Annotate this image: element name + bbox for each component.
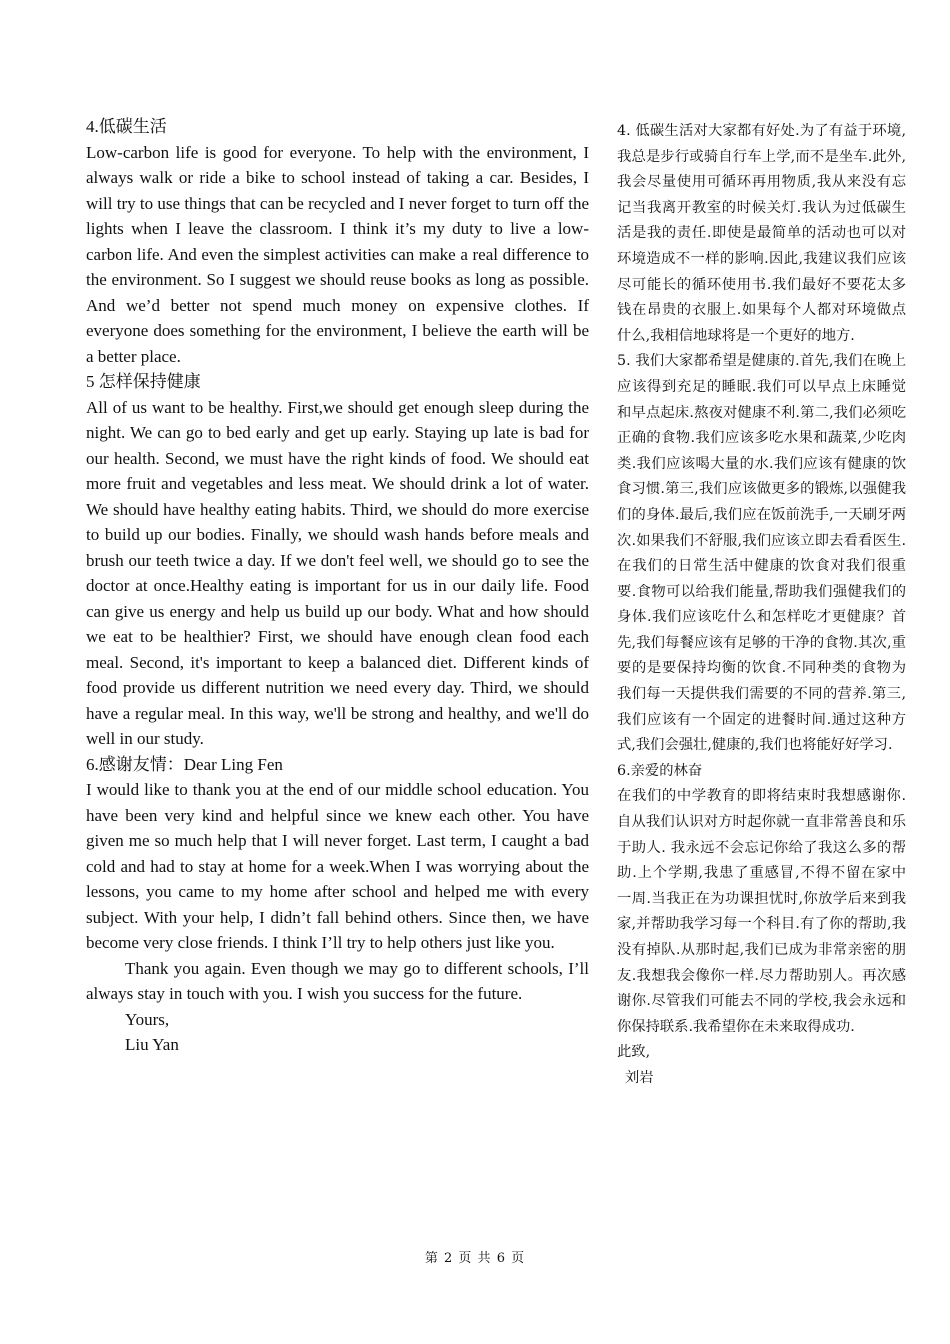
cn-section-6-title: 6.亲爱的林奋 [617,762,703,779]
cn-section-6-body: 在我们的中学教育的即将结束时我想感谢你.自从我们认识对方时起你就一直非常善良和乐于助人. 我永远不会忘记你给了我这么多的帮助.上个学期,我患了重感冒,不得不留在家中 一周.当我正在为功课担忧时,你放学后来到我家,并帮助我学习每一个科目.有了你的帮助,我没有掉队.从那时起,我们已成为非常亲密的朋友.我想我会像你一样.尽力帮助别人。再次感谢你.尽管我们可能去不同的学校,我会永远和你保持联系.我希望你在未来取得成功. [617,788,906,1035]
section-4-title: 4.低碳生活 [86,117,167,136]
section-6-title: 6.感谢友情：Dear Ling Fen [86,754,283,774]
section-5-title: 5 怎样保持健康 [86,372,201,391]
english-column [86,114,589,1058]
section-6-body-1: I would like to thank you at the end of our middle school education. You have been very kind and helpful since we knew each other. You have given me so much help that I will never forget. Last term, I caught a bad cold and had to stay at home for a week.When I was worrying about the lessons, you came to my home after school and helped me with every subject. With your help, I didn’t fall behind others. Since then, we have become very close friends. I think I’ll try to help others just like you. [86,780,589,952]
section-4-body: Low-carbon life is good for everyone. To help with the environment, I always walk or ride a bike to school instead of taking a car. Besides, I will try to use things that can be recycled and I never forget to turn off the lights when I leave the classroom. I think it’s my duty to live a low-carbon life. And even the simplest activities can make a real difference to the environment. So I suggest we should reuse books as long as possible. And we’d better not spend much money on expensive clothes. If everyone does something for the environment, I believe the earth will be a better place. [86,142,589,366]
letter-signature: Liu Yan [125,1035,179,1054]
section-6-body-2: Thank you again. Even though we may go to different schools, I’ll always stay in touch with you. I wish you success for the future. [86,958,589,1003]
cn-section-4: 4. 低碳生活对大家都有好处.为了有益于环境,我总是步行或骑自行车上学,而不是坐车.此外,我会尽量使用可循环再用物质,我从来没有忘记当我离开教室的时候关灯.我认为过低碳生活是我的责任.即使是最简单的活动也可以对环境造成不一样的影响.因此,我建议我们应该尽可能长的循环使用书.我们最好不要花太多钱在昂贵的衣服上.如果每个人都对环境做点什么,我相信地球将是一个更好的地方. [617,123,906,344]
section-5-body: All of us want to be healthy. First,we should get enough sleep during the night. We can go to bed early and get up early. Staying up late is bad for our health. Second, we must have the right kinds of food. We should eat more fruit and vegetables and less meat. We should drink a lot of water. We should have healthy eating habits. Third, we should do more exercise to build up our bodies. Finally, we should wash hands before meals and brush our teeth twice a day. If we don't feel well, we should go to see the doctor at once.Healthy eating is important for us in our daily life. Food can give us energy and help us build up our body. What and how should we eat to be healthier? First, we should have enough clean food each meal. Second, it's important to keep a balanced diet. Different kinds of food provide us different nutrition we need every day. Third, we should have a regular meal. In this way, we'll be strong and healthy, and we'll do well in our study. [86,397,589,748]
cn-letter-closing: 此致, [617,1044,651,1061]
letter-closing: Yours, [125,1009,170,1029]
cn-letter-signature: 刘岩 [625,1069,654,1086]
chinese-column [617,119,906,1092]
cn-section-5: 5. 我们大家都希望是健康的.首先,我们在晚上应该得到充足的睡眠.我们可以早点上床睡觉和早点起床.熬夜对健康不利.第二,我们必须吃正确的食物.我们应该多吃水果和蔬菜,少吃肉类.我们应该喝大量的水.我们应该有健康的饮食习惯.第三,我们应该做更多的锻炼,以强健我们的身体.最后,我们应在饭前洗手,一天刷牙两次.如果我们不舒服,我们应该立即去看看医生. 在我们的日常生活中健康的饮食对我们很重要.食物可以给我们能量,帮助我们强健我们的身体.我们应该吃什么和怎样吃才更健康？首先,我们每餐应该有足够的干净的食物.其次,重要的是要保持均衡的饮食.不同种类的食物为我们每一天提供我们需要的不同的营养.第三,我们应该有一个固定的进餐时间.通过这种方式,我们会强壮,健康的,我们也将能好好学习. [617,353,906,754]
page-footer: 第 2 页 共 6 页 [424,1251,526,1266]
